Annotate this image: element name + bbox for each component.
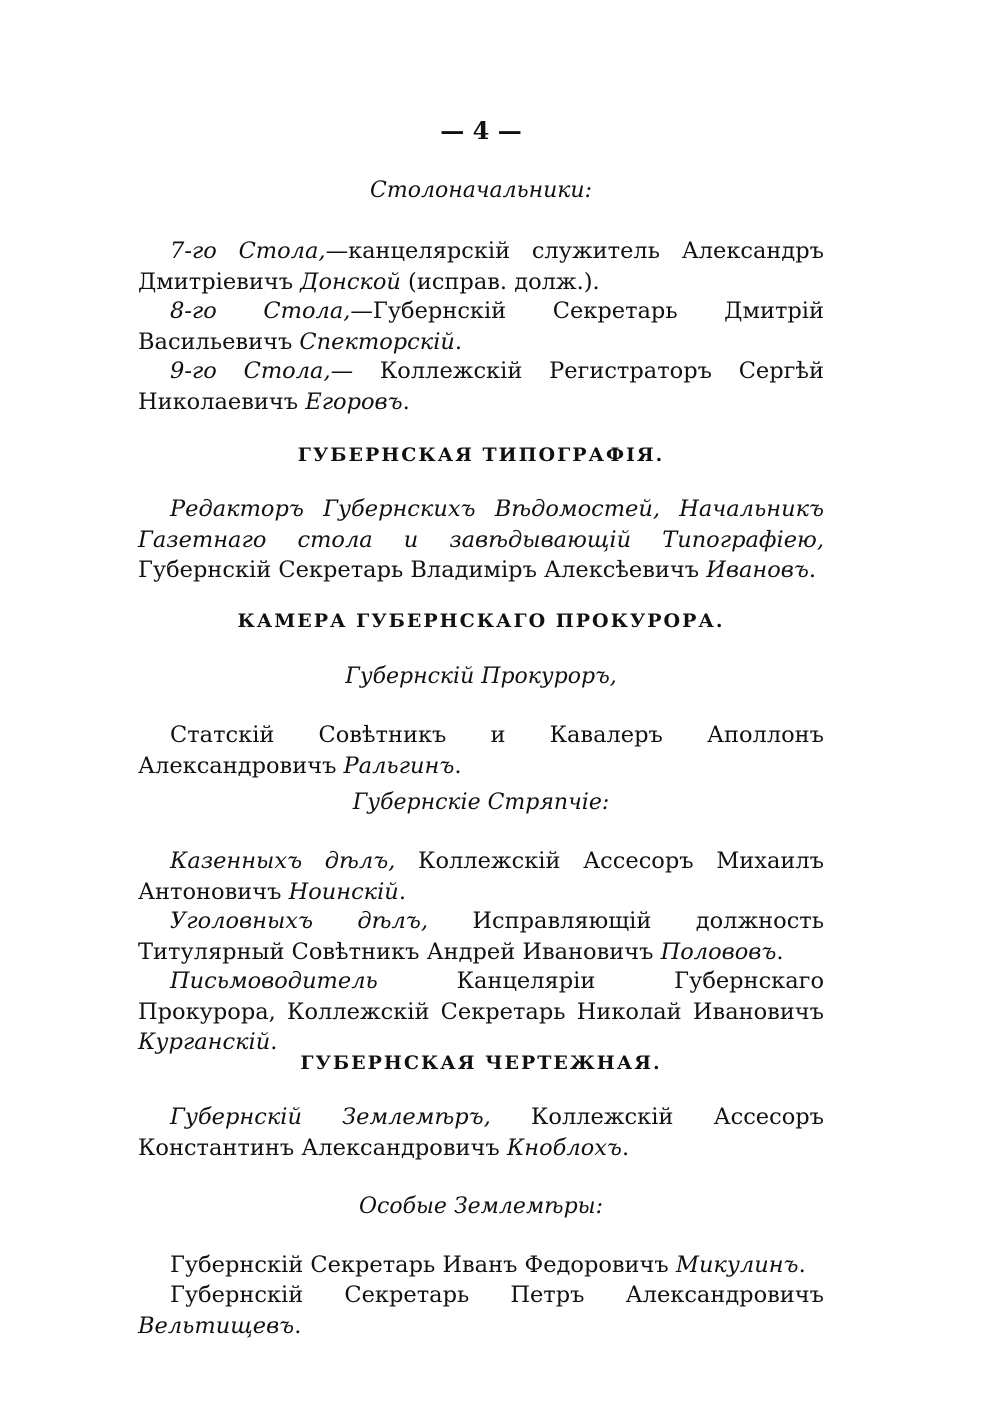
- entry-surname: Спекторскій: [299, 328, 455, 355]
- entry-pismovoditel: [138, 966, 824, 1058]
- entry-tail: .: [294, 1312, 302, 1339]
- entry-tail: (исправ. долж.).: [400, 268, 600, 295]
- entry-text: Статскій Совѣтникъ и Кавалеръ Аполлонъ Александровичъ: [138, 722, 824, 779]
- entry-tail: .: [798, 1252, 806, 1278]
- entry-veltishchev: [138, 1280, 824, 1341]
- entry-label: Письмоводитель: [170, 968, 378, 994]
- page-number: — 4 —: [440, 116, 522, 145]
- entry-tail: .: [454, 328, 463, 355]
- entry-label: 9-го Стола,: [170, 358, 331, 384]
- entry-mikulin: [138, 1250, 824, 1281]
- entry-tail: .: [776, 938, 784, 965]
- entry-surname: Ноинскій: [288, 878, 399, 905]
- entry-text: Коллежскій Ассесоръ Михаилъ Антоновичъ: [138, 848, 824, 905]
- entry-tail: .: [808, 557, 816, 583]
- heading-tipografiya: ГУБЕРНСКАЯ ТИПОГРАФІЯ.: [297, 444, 665, 466]
- entry-surname: Микулинъ: [675, 1252, 799, 1278]
- entry-surname: Егоровъ: [305, 388, 403, 415]
- entry-label: Казенныхъ дѣлъ,: [170, 848, 396, 874]
- entry-text: Губернскій Секретарь Владиміръ Алексѣевичъ: [138, 557, 707, 583]
- subtitle-prokuror: Губернскій Прокуроръ,: [345, 664, 617, 689]
- entry-surname: Ральгинъ: [343, 752, 455, 779]
- entry-text: Губернскій Секретарь Петръ Александровичъ: [170, 1282, 824, 1308]
- section-title-stryapchie: Губернскіе Стряпчіе:: [352, 790, 610, 815]
- entry-label: Губернскій Землемѣръ,: [170, 1104, 491, 1130]
- entry-tail: .: [398, 878, 406, 905]
- entry-surname: Ивановъ: [706, 557, 809, 583]
- entry-text: Канцеляріи Губернскаго Прокурора, Коллежскій Секретарь Николай Ивановичъ: [138, 968, 824, 1025]
- entry-text: —канцелярскій служитель Александръ Дмитріевичъ: [138, 238, 824, 295]
- entry-kazennykh: [138, 846, 824, 907]
- entry-label: Уголовныхъ дѣлъ,: [170, 908, 428, 934]
- entry-tail: .: [621, 1134, 630, 1161]
- section-title-zemlemery: Особые Землемѣры:: [358, 1194, 604, 1219]
- entry-surname: Кноблохъ: [506, 1134, 622, 1161]
- heading-chertezhnaya: ГУБЕРНСКАЯ ЧЕРТЕЖНАЯ.: [300, 1052, 662, 1074]
- entry-stol-7: [138, 236, 824, 297]
- entry-prokuror: [138, 720, 824, 781]
- entry-tail: .: [454, 752, 462, 779]
- entry-label: Редакторъ Губернскихъ Вѣдомостей, Начальникъ Газетнаго стола и завѣдывающій Типографіею,: [138, 496, 824, 553]
- entry-text: Коллежскій Ассесоръ Константинъ Александровичъ: [138, 1104, 824, 1161]
- entry-surname: Донской: [300, 268, 401, 295]
- heading-prokuror: КАМЕРА ГУБЕРНСКАГО ПРОКУРОРА.: [237, 610, 725, 632]
- entry-label: 7-го Стола,: [170, 238, 326, 264]
- entry-surname: Полововъ: [660, 938, 777, 965]
- entry-surname: Курганскій: [138, 1029, 271, 1055]
- entry-tail: .: [270, 1029, 278, 1055]
- entry-zemlemer: [138, 1102, 824, 1163]
- entry-stol-8: [138, 296, 824, 357]
- section-title-stolonachalniki: Столоначальники:: [370, 178, 592, 203]
- entry-tail: .: [402, 388, 410, 415]
- entry-redaktor: [138, 494, 824, 586]
- entry-text: — Коллежскій Регистраторъ Сергѣй Николаевичъ: [138, 358, 824, 415]
- entry-text: —Губернскій Секретарь Дмитрій Васильевичъ: [138, 298, 825, 355]
- entry-ugolovnykh: [138, 906, 824, 967]
- entry-surname: Вельтищевъ: [138, 1312, 295, 1339]
- entry-text: Губернскій Секретарь Иванъ Федоровичъ: [170, 1252, 676, 1278]
- entry-text: Исправляющій должность Титулярный Совѣтникъ Андрей Ивановичъ: [138, 908, 824, 965]
- entry-label: 8-го Стола,: [170, 298, 351, 324]
- entry-stol-9: [138, 356, 824, 417]
